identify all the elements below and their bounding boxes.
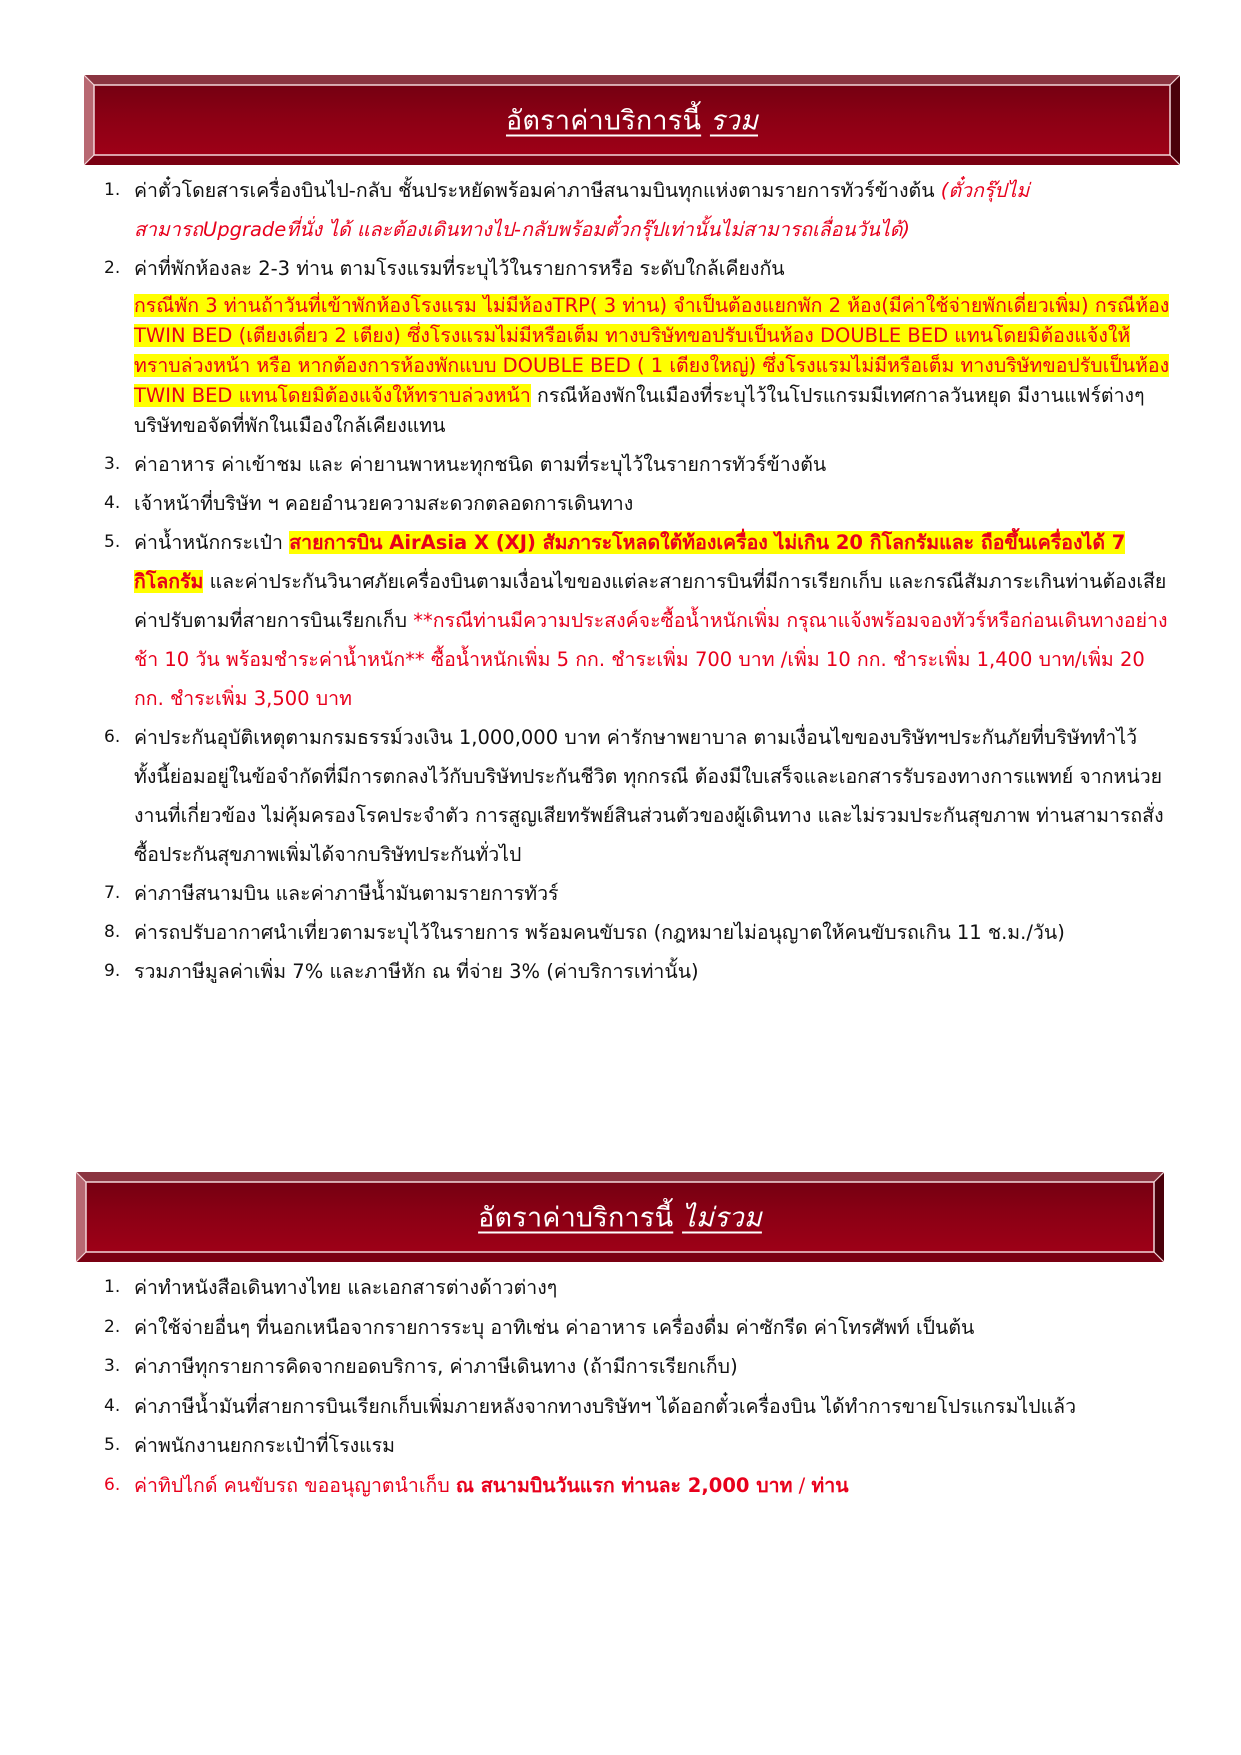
- item-text: ค่าทำหนังสือเดินทางไทย และเอกสารต่างด้าวต่างๆ: [134, 1276, 558, 1299]
- list-item: [104, 523, 1174, 718]
- item-number: 2.: [104, 258, 121, 278]
- item-text: เจ้าหน้าที่บริษัท ฯ คอยอำนวยความสะดวกตลอดการเดินทาง: [134, 492, 634, 515]
- item-text-after: กรณีห้องพักในเมืองที่ระบุไว้ในโปรแกรมมีเทศกาลวันหยุด มีงานแฟร์ต่างๆ บริษัทขอจัดที่พักในเมืองใกล้เคียงแทน: [134, 384, 1145, 437]
- item-number: 8.: [104, 922, 121, 942]
- item-number: 6.: [104, 1474, 121, 1495]
- included-section-banner: [84, 75, 1180, 165]
- item-number: 7.: [104, 883, 121, 903]
- excluded-items-list: [104, 1268, 1174, 1505]
- item-text: ค่าทิปไกด์ คนขับรถ ขออนุญาตนำเก็บ: [134, 1473, 456, 1497]
- item-text: ค่าที่พักห้องละ 2-3 ท่าน ตามโรงแรมที่ระบุไว้ในรายการหรือ ระดับใกล้เคียงกัน: [134, 257, 785, 280]
- list-item: [104, 874, 1174, 913]
- item-text: ค่าภาษีน้ำมันที่สายการบินเรียกเก็บเพิ่มภายหลังจากทางบริษัทฯ ได้ออกตั๋วเครื่องบิน ได้ทำการขายโปรแกรมไปแล้ว: [134, 1394, 1077, 1418]
- list-item: [104, 1268, 1174, 1308]
- item-text-after: และค่าประกันวินาศภัยเครื่องบินตามเงื่อนไขของแต่ละสายการบินที่มีการเรียกเก็บ และกรณีสัมภาระเกินท่านต้องเสียค่าปรับตามที่สายการบินเรียกเก็บ: [134, 570, 1167, 632]
- item-text-after: /: [792, 1473, 812, 1497]
- item-number: 1.: [104, 180, 121, 200]
- title-main: อัตราค่าบริการนี้: [478, 1202, 674, 1234]
- included-section-title: [84, 99, 1180, 142]
- item-note: **กรณีท่านมีความประสงค์จะซื้อน้ำหนักเพิ่ม กรุณาแจ้งพร้อมจองทัวร์หรือก่อนเดินทางอย่างช้า 10 วัน พร้อมชำระค่าน้ำหนัก** ซื้อน้ำหนักเพิ่ม 5 กก. ชำระเพิ่ม 700 บาท /เพิ่ม 10 กก. ชำระเพิ่ม 1,400 บาท/เพิ่ม 20 กก. ชำระเพิ่ม 3,500 บาท: [134, 609, 1168, 710]
- list-item: [104, 445, 1174, 484]
- item-text: ค่าประกันอุบัติเหตุตามกรมธรรม์วงเงิน 1,000,000 บาท ค่ารักษาพยาบาล ตามเงื่อนไขของบริษัทฯประกันภัยที่บริษัททำไว้ ทั้งนี้ย่อมอยู่ในข้อจำกัดที่มีการตกลงไว้กับบริษัทประกันชีวิต ทุกกรณี ต้องมีใบเสร็จและเอกสารรับรองทางการแพทย์ จากหน่วยงานที่เกี่ยวข้อง ไม่คุ้มครองโรคประจำตัว การสูญเสียทรัพย์สินส่วนตัวของผู้เดินทาง และไม่รวมประกันสุขภาพ ท่านสามารถสั่งซื้อประกันสุขภาพเพิ่มได้จากบริษัทประกันทั่วไป: [134, 726, 1164, 866]
- list-item: [104, 484, 1174, 523]
- item-number: 6.: [104, 727, 121, 747]
- excluded-section-title: [76, 1196, 1164, 1239]
- item-note: (ตั๋วกรุ๊ปไม่สามารถUpgradeที่นั่ง ได้ และต้องเดินทางไป-กลับพร้อมตั๋วกรุ๊ปเท่านั้นไม่สามารถเลื่อนวันได้): [134, 179, 1030, 241]
- item-number: 3.: [104, 454, 121, 474]
- title-main: อัตราค่าบริการนี้: [505, 105, 702, 137]
- item-number: 5.: [104, 532, 121, 552]
- list-item: [104, 1308, 1174, 1348]
- included-items-list: [104, 171, 1174, 991]
- item-number: 3.: [104, 1356, 121, 1376]
- item-text: ค่าน้ำหนักกระเป๋า: [134, 531, 290, 554]
- item-text: รวมภาษีมูลค่าเพิ่ม 7% และภาษีหัก ณ ที่จ่าย 3% (ค่าบริการเท่านั้น): [134, 960, 699, 983]
- item-text: ค่าภาษีทุกรายการคิดจากยอดบริการ, ค่าภาษีเดินทาง (ถ้ามีการเรียกเก็บ): [134, 1355, 738, 1378]
- item-highlight: สายการบิน AirAsia X (XJ) สัมภาระโหลดใต้ท้องเครื่อง ไม่เกิน 20 กิโลกรัมและ ถือขึ้นเครื่องได้ 7 กิโลกรัม: [134, 531, 1126, 593]
- item-text: ค่าใช้จ่ายอื่นๆ ที่นอกเหนือจากรายการระบุ อาทิเช่น ค่าอาหาร เครื่องดื่ม ค่าซักรีด ค่าโทรศัพท์ เป็นต้น: [134, 1315, 975, 1339]
- list-item: [104, 718, 1174, 874]
- list-item: [104, 1387, 1174, 1427]
- item-text: ค่าพนักงานยกกระเป๋าที่โรงแรม: [134, 1434, 395, 1457]
- title-emphasis: รวม: [709, 105, 758, 137]
- item-number: 4.: [104, 1395, 121, 1416]
- list-item: [104, 913, 1174, 952]
- item-text: ค่าภาษีสนามบิน และค่าภาษีน้ำมันตามรายการทัวร์: [134, 882, 559, 905]
- title-emphasis: ไม่รวม: [682, 1202, 762, 1234]
- item-bold: ณ สนามบินวันแรก ท่านละ 2,000 บาท: [455, 1473, 793, 1497]
- item-text: ค่ารถปรับอากาศนำเที่ยวตามระบุไว้ในรายการ พร้อมคนขับรถ (กฎหมายไม่อนุญาตให้คนขับรถเกิน 11 ช.ม./วัน): [134, 921, 1065, 944]
- list-item: [104, 1426, 1174, 1466]
- item-bold-after: ท่าน: [811, 1473, 849, 1497]
- item-text: ค่าตั๋วโดยสารเครื่องบินไป-กลับ ชั้นประหยัดพร้อมค่าภาษีสนามบินทุกแห่งตามรายการทัวร์ข้างต้น: [134, 179, 941, 202]
- item-number: 9.: [104, 961, 121, 981]
- list-item: [104, 1347, 1174, 1387]
- item-number: 5.: [104, 1435, 121, 1455]
- list-item: [104, 249, 1174, 441]
- item-highlight: กรณีพัก 3 ท่านถ้าวันที่เข้าพักห้องโรงแรม ไม่มีห้องTRP( 3 ท่าน) จำเป็นต้องแยกพัก 2 ห้อง(มีค่าใช้จ่ายพักเดี่ยวเพิ่ม) กรณีห้อง TWIN BED (เตียงเดี่ยว 2 เตียง) ซึ่งโรงแรมไม่มีหรือเต็ม ทางบริษัทขอปรับเป็นห้อง DOUBLE BED แทนโดยมิต้องแจ้งให้ทราบล่วงหน้า หรือ หากต้องการห้องพักแบบ DOUBLE BED ( 1 เตียงใหญ่) ซึ่งโรงแรมไม่มีหรือเต็ม ทางบริษัทขอปรับเป็นห้อง TWIN BED แทนโดยมิต้องแจ้งให้ทราบล่วงหน้า: [134, 294, 1170, 407]
- list-item: [104, 171, 1174, 249]
- item-text: ค่าอาหาร ค่าเข้าชม และ ค่ายานพาหนะทุกชนิด ตามที่ระบุไว้ในรายการทัวร์ข้างต้น: [134, 453, 827, 476]
- list-item: [104, 952, 1174, 991]
- item-number: 2.: [104, 1316, 121, 1337]
- item-number: 4.: [104, 493, 121, 513]
- list-item: [104, 1466, 1174, 1506]
- item-number: 1.: [104, 1277, 121, 1297]
- excluded-section-banner: [76, 1172, 1164, 1262]
